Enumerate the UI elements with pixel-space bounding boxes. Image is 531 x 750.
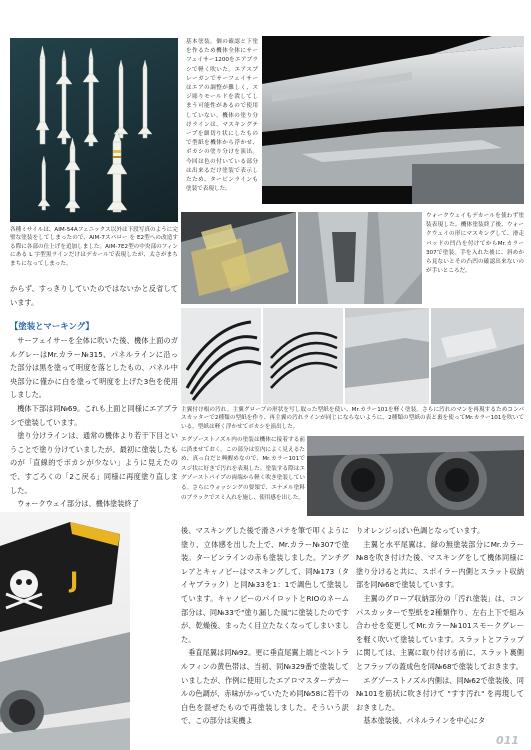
col1-paragraph-1: サーフェイサーを全体に吹いた後、機体上面のガルグレーはMr.カラー№315、パネルラインに沿った部分は黒を塗って明度を落としたもの、パネル中央部分に僅かに白を塗って明度を上げた3色を使用しました。	[10, 336, 178, 400]
caption-fuselage-intro: 基本塗装。個の確認と下塗を作るため機体全体にサーフェイサー1200をエアブラシで軽く吹いた。エアスプレーガンでサーフェイサーはエアの調整が難しく、スジ彫りモールドを潰してしまう可能性があるので使用していない。機体の塗り分けラインは、マスキングテープを細切り状にしたもので型紙を機体から浮かせ、ボカシの塗り分けを演出。今回は色の付いている部分は出来るだけ塗装で表示したため、タービンラインも塗装で表現した。	[186, 39, 258, 193]
caption-stains: 主翼付け根の汚れ。主翼グローブの形状を写し取った型紙を使い、Mr.カラー101を軽く塗装。さらに汚れのマンを再現するためコンパスカッターで2種類の型紙を作り、再主翼の汚れラインが同じにならないように、2種類の型紙の表と裏を使ってMr.カラー101を吹いている。型紙は軽く浮かせてボカシを演出した。	[181, 407, 524, 430]
photo-wing-stains-1	[345, 308, 429, 404]
col2-paragraph-1: 後、マスキングした後で滑さパテを筆で叩くように塗り、立体感を出した上で、Mr.カラー№307で塗装。タービンラインの赤も塗装しました。アンチグレアとキャノピーはマスキングして、同№173（タイヤブラック）と同№33を1：1で調色して塗装しています。キャノピーのパイロットとRIOのネーム部分は、同№33で"塗り漏した風"に塗装したのですが、乾燥後、まったく目立たなくなってしまいました。	[181, 526, 349, 644]
caption-walkway: ウォークウェイもデカールを使わず塗装表現した。機体塗装終了後、ウォークウェイの形にマスキングして、滑走パッドの凹凸を付けてからMr.カラー307で塗装。手を入れた後に、斜めから見ないとその凸凹の確認出来ないのが手いところだ。	[426, 213, 524, 275]
stains-image-2	[431, 308, 524, 404]
col3-paragraph-1: りオレンジっぽい色調となっています。	[356, 526, 485, 535]
photo-templates-2	[263, 308, 343, 404]
col3-paragraph-4: エグゾーストノズル内側は、同№62で塗装後、同№101を筋状に吹き付けて "すす汚れ" を再現しておきました。	[356, 675, 524, 712]
col3-paragraph-5: 基本塗装後、パネルラインを中心にタ	[363, 716, 486, 726]
photo-wing-masking	[181, 212, 296, 304]
col1-paragraph-3: 塗り分けラインは、通常の機体より若干下目ということで塗り分けていましたが、最初に塗装したものが「直線的でボカシが少ない」ように見えたので、すごろくの「2こ戻る」同様に再度塗り直しました。	[10, 431, 178, 495]
caption-nozzle: エグゾーストノズル内の塗装は機体に接着する前に済ませておく。この部分は室内によく見えるため、真っ白だと興醒めなので、Mr.カラー101でスジ状に好きで汚れを表現した。塗装する際はエグゾーストパイプの両端から軽く吹き塗装している。さらにウォッシングの要領で、エナメル塗料のブラックでスミ入れを施し、使用感を出した。	[181, 437, 305, 501]
walkway-image	[298, 212, 422, 304]
nozzles-image	[307, 436, 524, 516]
templates-image-2	[263, 308, 343, 404]
photo-fuselage	[262, 36, 524, 204]
col1-lead: からず、すっきりしていたのではないかと反省しています。	[10, 284, 178, 307]
article-column-2	[181, 524, 349, 728]
col1-paragraph-4: ウォークウェイ部分は、機体塗装終了	[17, 499, 139, 509]
masking-image	[181, 212, 296, 304]
article-column-1-body	[10, 334, 178, 511]
article-column-1	[10, 282, 178, 309]
photo-missiles	[10, 38, 178, 222]
caption-missiles: 各種ミサイルは、AIM-54Aフェニックス以外は下段写真のように完璧な塗装をしてしまったので、AIM-7スパロー を E2型への改造する際に各部の仕上げを追加しました。AIM-7E2型の中央部のフィンにある L 字型黒ラインだけはデカールで表現したが、太さがまちまちになってしまった。	[10, 227, 178, 267]
tail-image	[0, 512, 130, 750]
photo-templates-1	[181, 308, 261, 404]
page-number: 011	[496, 734, 519, 747]
photo-wing-stains-2	[431, 308, 524, 404]
fuselage-image	[262, 36, 524, 204]
col3-paragraph-2: 主翼と水平尾翼は、緑の無塗装部分にMr.カラー№8を吹き付けた後、マスキングをして機体同様に塗り分けると共に、スポイラー内側とスラット収納部を同№68で塗装しています。	[356, 539, 524, 590]
col1-paragraph-2: 機体下部は同№69。これも上面と同様にエアブラシで塗装しています。	[10, 403, 178, 427]
missiles-image	[10, 38, 178, 222]
templates-image-1	[181, 308, 261, 404]
tail-letter-aj: J	[70, 569, 79, 594]
col2-paragraph-2: 垂直尾翼は同№92。更に垂直尾翼上端とベントラルフィンの黄色帯は、当初、同№329番で塗装していましたが、作例に使用したエアロマスターデカールの色調が、赤味がかっていたため同№58に若干の白色を混ぜたもので再塗装しました。そういう訳で、この部分は実機よ	[181, 648, 349, 726]
stains-image-1	[345, 308, 429, 404]
col3-paragraph-3: 主翼のグローブ収納部分の「汚れ塗装」は、コンパスカッターで型紙を2種類作り、左右上下で組み合わせを変更してMr.カラー№101スモークグレーを軽く吹いて塗装しています。スラットとフラップに関しては、主翼に取り付ける前に、スラット裏側とフラップの蓋成色を同№68で塗装しておきます。	[356, 593, 524, 671]
photo-tail-jolly-rogers	[0, 512, 130, 750]
article-column-3	[356, 524, 524, 728]
photo-nozzles	[307, 436, 524, 516]
photo-walkway	[298, 212, 422, 304]
section-heading: 【塗装とマーキング】	[10, 321, 94, 331]
